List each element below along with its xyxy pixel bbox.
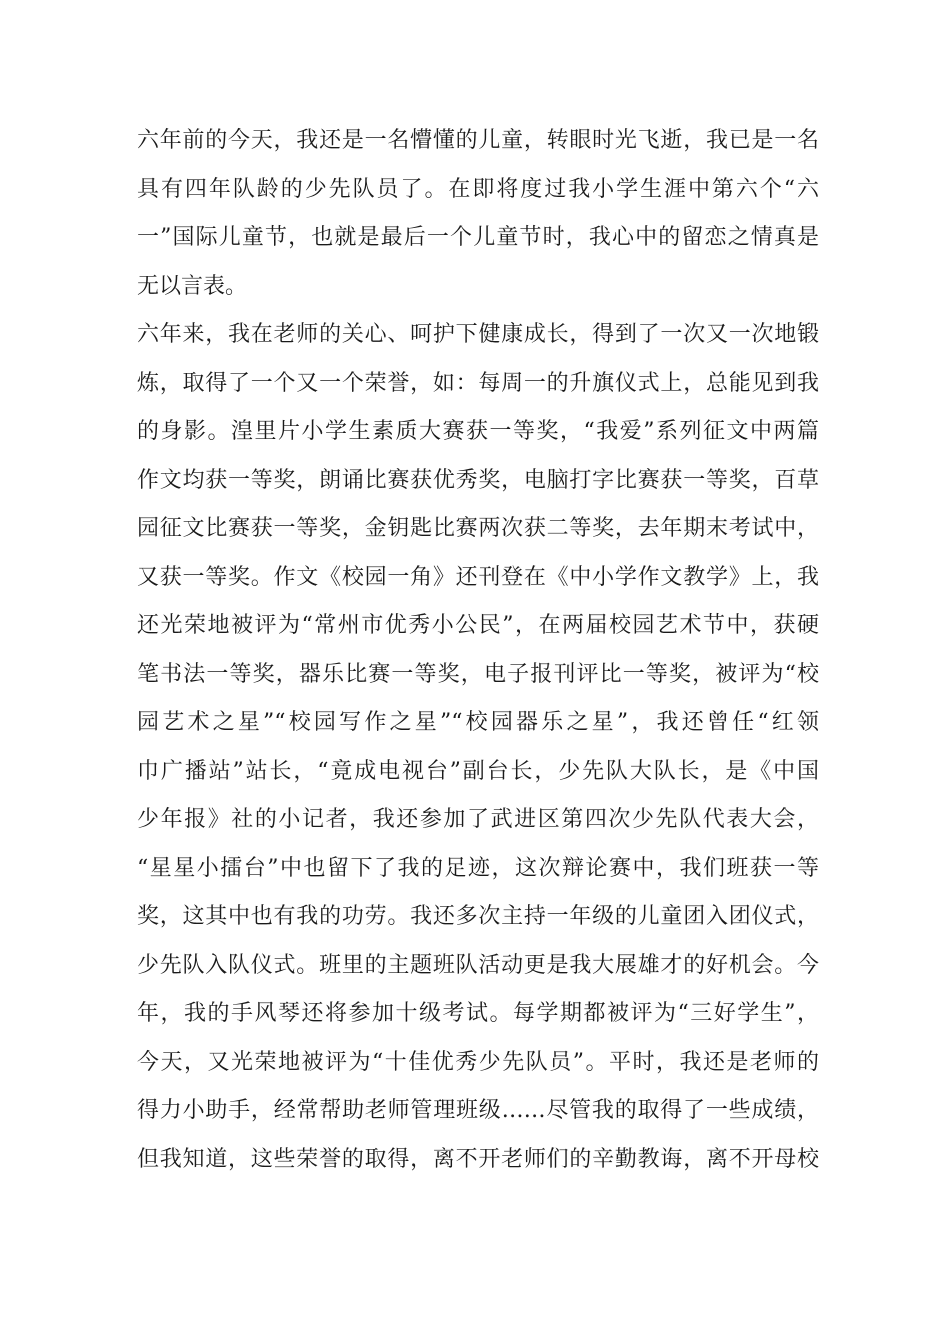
text-line: 六年来，我在老师的关心、呵护下健康成长，得到了一次又一次地锻 <box>137 322 819 347</box>
document-body <box>137 117 819 1184</box>
text-line: 少先队入队仪式。班里的主题班队活动更是我大展雄才的好机会。今 <box>137 952 819 978</box>
text-line: 具有四年队龄的少先队员了。在即将度过我小学生涯中第六个“六 <box>137 176 819 202</box>
paragraph-1 <box>137 117 819 311</box>
paragraph-2 <box>137 311 819 1184</box>
text-line: 今天，又光荣地被评为“十佳优秀少先队员”。平时，我还是老师的 <box>137 1049 819 1075</box>
text-line: 笔书法一等奖，器乐比赛一等奖，电子报刊评比一等奖，被评为“校 <box>137 661 819 687</box>
text-line: 还光荣地被评为“常州市优秀小公民”，在两届校园艺术节中，获硬 <box>137 613 819 638</box>
text-line: 的身影。湟里片小学生素质大赛获一等奖，“我爱”系列征文中两篇 <box>137 419 819 444</box>
text-line: 少年报》社的小记者，我还参加了武进区第四次少先队代表大会， <box>137 807 819 832</box>
text-line: 作文均获一等奖，朗诵比赛获优秀奖，电脑打字比赛获一等奖，百草 <box>137 467 819 493</box>
text-line: 六年前的今天，我还是一名懵懂的儿童，转眼时光飞逝，我已是一名 <box>137 128 819 153</box>
text-line: 又获一等奖。作文《校园一角》还刊登在《中小学作文教学》上，我 <box>137 564 819 590</box>
text-line: “星星小擂台”中也留下了我的足迹，这次辩论赛中，我们班获一等 <box>137 855 819 881</box>
text-line: 无以言表。 <box>137 273 248 299</box>
text-line: 园艺术之星”“校园写作之星”“校园器乐之星”，我还曾任“红领 <box>137 710 819 735</box>
text-line: 炼，取得了一个又一个荣誉，如：每周一的升旗仪式上，总能见到我 <box>137 370 819 396</box>
text-line: 园征文比赛获一等奖，金钥匙比赛两次获二等奖，去年期末考试中， <box>137 516 819 541</box>
text-line: 一”国际儿童节，也就是最后一个儿童节时，我心中的留恋之情真是 <box>137 225 819 250</box>
text-line: 巾广播站”站长，“竟成电视台”副台长，少先队大队长，是《中国 <box>137 758 819 784</box>
text-line: 但我知道，这些荣誉的取得，离不开老师们的辛勤教诲，离不开母校 <box>137 1146 819 1172</box>
text-line: 年，我的手风琴还将参加十级考试。每学期都被评为“三好学生”， <box>137 1001 819 1026</box>
text-line: 得力小助手，经常帮助老师管理班级……尽管我的取得了一些成绩， <box>137 1098 819 1123</box>
text-line: 奖，这其中也有我的功劳。我还多次主持一年级的儿童团入团仪式， <box>137 904 819 929</box>
